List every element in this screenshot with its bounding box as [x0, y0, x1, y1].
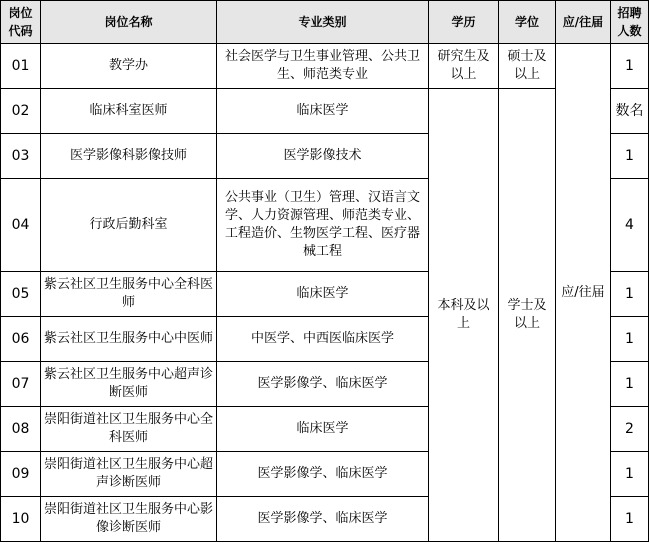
header-name: 岗位名称	[41, 1, 217, 44]
position-code: 09	[1, 452, 41, 497]
major-category: 临床医学	[217, 272, 429, 317]
header-count: 招聘人数	[611, 1, 649, 44]
education-requirement: 研究生及以上	[429, 44, 499, 89]
hire-count: 2	[611, 407, 649, 452]
position-code: 02	[1, 89, 41, 134]
table-row	[1, 89, 649, 134]
education-requirement: 本科及以上	[429, 89, 499, 542]
major-category: 社会医学与卫生事业管理、公共卫生、师范类专业	[217, 44, 429, 89]
degree-requirement: 学士及以上	[499, 89, 556, 542]
hire-count: 1	[611, 452, 649, 497]
position-name: 紫云社区卫生服务中心全科医师	[41, 272, 217, 317]
position-code: 07	[1, 362, 41, 407]
hire-count: 数名	[611, 89, 649, 134]
hire-count: 1	[611, 272, 649, 317]
hire-count: 4	[611, 179, 649, 272]
hire-count: 1	[611, 134, 649, 179]
hire-count: 1	[611, 317, 649, 362]
header-education: 学历	[429, 1, 499, 44]
position-name: 崇阳街道社区卫生服务中心全科医师	[41, 407, 217, 452]
position-name: 临床科室医师	[41, 89, 217, 134]
position-code: 08	[1, 407, 41, 452]
hire-count: 1	[611, 44, 649, 89]
major-category: 公共事业（卫生）管理、汉语言文学、人力资源管理、师范类专业、工程造价、生物医学工程、医疗器械工程	[217, 179, 429, 272]
major-category: 医学影像学、临床医学	[217, 452, 429, 497]
position-name: 医学影像科影像技师	[41, 134, 217, 179]
position-code: 10	[1, 497, 41, 542]
major-category: 医学影像学、临床医学	[217, 362, 429, 407]
major-category: 医学影像技术	[217, 134, 429, 179]
table-row	[1, 44, 649, 89]
position-name: 崇阳街道社区卫生服务中心影像诊断医师	[41, 497, 217, 542]
fresh-requirement: 应/往届	[556, 44, 611, 542]
position-code: 06	[1, 317, 41, 362]
header-fresh: 应/往届	[556, 1, 611, 44]
position-code: 05	[1, 272, 41, 317]
position-name: 崇阳街道社区卫生服务中心超声诊断医师	[41, 452, 217, 497]
position-code: 03	[1, 134, 41, 179]
header-row	[1, 1, 649, 44]
header-degree: 学位	[499, 1, 556, 44]
header-major: 专业类别	[217, 1, 429, 44]
hire-count: 1	[611, 497, 649, 542]
header-code: 岗位代码	[1, 1, 41, 44]
major-category: 临床医学	[217, 407, 429, 452]
position-name: 紫云社区卫生服务中心超声诊断医师	[41, 362, 217, 407]
position-name: 教学办	[41, 44, 217, 89]
hire-count: 1	[611, 362, 649, 407]
major-category: 中医学、中西医临床医学	[217, 317, 429, 362]
position-name: 行政后勤科室	[41, 179, 217, 272]
position-code: 01	[1, 44, 41, 89]
major-category: 临床医学	[217, 89, 429, 134]
degree-requirement: 硕士及以上	[499, 44, 556, 89]
position-code: 04	[1, 179, 41, 272]
major-category: 医学影像学、临床医学	[217, 497, 429, 542]
position-name: 紫云社区卫生服务中心中医师	[41, 317, 217, 362]
